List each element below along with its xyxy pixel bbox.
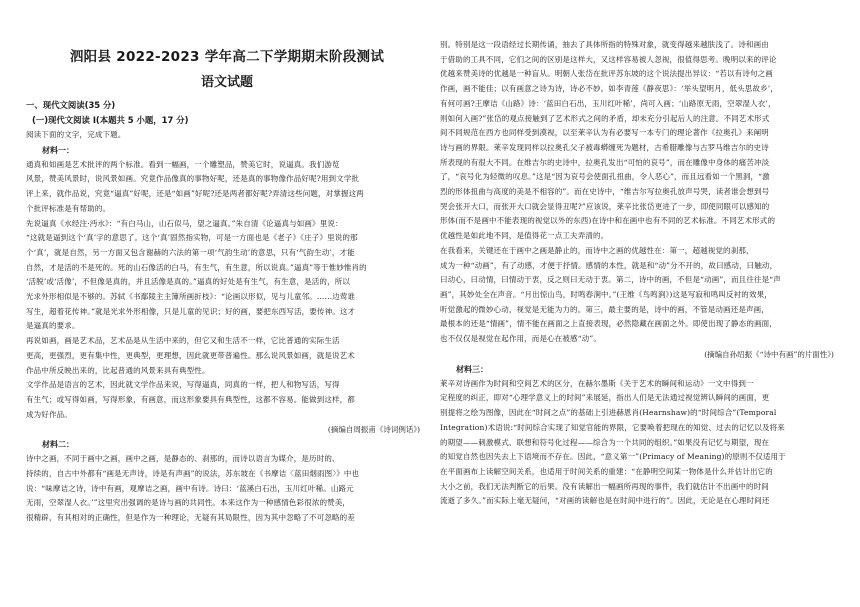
subsection-heading: (一)现代文阅读 I(本题共 5 小题，17 分) xyxy=(32,115,189,125)
text-line: Integration)术语说:“时间综合实现了知觉官能的界限，它要唤着把现在的知觉、过去的记忆以及将来 xyxy=(440,422,785,432)
text-line: 间不同规范在西方也同样受到漠视，以至莱辛认为有必要写一本专门的理论著作《拉奥孔》来阐明 xyxy=(440,128,769,138)
text-line: 的知觉自然也因失去上下语境而不存在。因此，“意义第一”(Primacy of Meaning)的原则不仅适用于 xyxy=(440,452,786,462)
text-line: 别。特别是这一段语经过长期传诵，抽去了具体所指的特殊对象，就变得越来越肤浅了。诗和画由 xyxy=(440,40,769,49)
text-line: 也不仅仅是视觉在起作用，而是心在被感“动”。 xyxy=(440,334,601,344)
text-line: 个批评标准是有帮助的。 xyxy=(26,203,111,213)
text-line: 哭会张开大口，而张开大口就会显得丑呢?”应该说，莱辛比张岱更进了一步，即使同眼可以感知的 xyxy=(440,201,770,211)
text-line: 大小之前，我们无法判断它的后果。没有读解出一幅画所再现的事件，我们就估计不出画中的时间 xyxy=(440,481,769,491)
text-line: 成为好作品。 xyxy=(26,409,72,419)
text-line: 先说逼真《水经注·沔水》：“有白马山，山石似马，望之逼真。”朱自清《论逼真与如画》里说： xyxy=(26,218,343,228)
material-2-body xyxy=(26,452,428,526)
text-line: 则如何入画?”张岱的观点接触到了艺术形式之间的矛盾，却未充分引起后人的注意。不同艺术形式 xyxy=(440,113,770,123)
text-line: 了，“哀号化为轻微的叹息。”这是“因为哀号会使面孔扭曲，令人恶心”，而且远看如一个黑洞，“激 xyxy=(440,172,770,182)
instruction-text: 阅读下面的文字，完成下题。 xyxy=(26,130,126,139)
text-line: 个‘真’，就是自然，另一方面又包含谢赫的六法的第一项‘气韵生动’的意思，只有‘气韵生动’，才能 xyxy=(26,247,355,257)
text-line: 写生，超着花传神。”就是光求外形相像，只是儿童的见识；好的画，要把东西写活，要传神。这才 xyxy=(26,306,356,316)
material-1-source: (摘编自周振甫《诗词例话》) xyxy=(327,425,420,435)
right-column xyxy=(440,38,842,509)
text-line: 评上来，就作品说，究竟“逼真”好呢，还是“如画”好呢?还是两者都好呢?弄清这些问题，对掌握这两 xyxy=(26,189,364,199)
text-line: 风景，赞美风景时，说风景如画。究竟作品像真的事物好呢，还是真的事物像作品好呢?用到文学批 xyxy=(26,174,360,184)
text-line: 光求外形相似是不够的。苏轼《书鄢陵主主簿所画折枝》：“论画以形似，见与儿童邻。……边莺谁 xyxy=(26,292,356,302)
material-3-label: 材料三： xyxy=(456,364,488,374)
exam-subtitle: 语文试题 xyxy=(200,75,253,90)
text-line: ‘活脱’或‘活像’，不但像是真的，并且活像是真的。”逼真的好处是有生气，有生意，是活的，所以 xyxy=(26,277,351,287)
text-line: 文学作品是语言的艺术，因此就文学作品来说，写得逼真，同真的一样，把人和物写活，写得 xyxy=(26,380,340,390)
text-line: 优越性是如此地不同，是值得花一点工夫弄清的。 xyxy=(440,231,609,241)
text-line: 很精辟，有其相对的正确性，但是作为一种理论，无疑有其局限性，因为其中忽略了不可忽略的差 xyxy=(26,513,355,523)
text-line: 持续的，自古中外都有“画是无声诗，诗是有声画”的说法，苏东坡在《书摩诘〈蓝田烟雨图〉》中也 xyxy=(26,469,360,479)
text-line: 自然，才是活的不是死的。死的山石像活的白马，有生气，有生意，所以说真。”逼真”等于惟妙惟肖的 xyxy=(26,262,367,272)
left-column xyxy=(26,38,428,526)
text-line: 的期望——刺激模式、联想和符号化过程——综合为一个共同的组织。”如果没有记忆与期望，现在 xyxy=(440,437,770,447)
text-line: 别提将之绘为图像，因此在“时间之点”的基础上引进赫恩肖(Hearnshaw)的“时间综合”(Temporal xyxy=(440,408,777,418)
text-line: 在平面画布上读解空间关系，也适用于时间关系的重建：“在静明空间某一物体是什么并估计出它的 xyxy=(440,466,773,476)
text-line: 成为一种“动画”，有了动感，才便于抒情。感情的本性，就是和“动”分不开的，故曰感动，曰触动， xyxy=(440,260,778,270)
text-line: 听觉激起的微妙心动，视觉是无能为力的。第三，最主要的是，诗中的画，不管是动画还是声画， xyxy=(440,304,769,314)
text-line: “这就是逼到这个‘真’字的意思了。这个‘真’固然指实物，可是一方面也是《老子》《庄子》里说的那 xyxy=(26,233,358,243)
text-line: 无雨，空翠湿人衣。’”这里究出强调的是诗与画的共同性。本来这作为一种感情色彩很浓的赞美， xyxy=(26,498,351,508)
material-3-body xyxy=(440,377,842,509)
text-line: 诗与画的界限。莱辛发现同样以拉奥孔父子被毒蟒缠死为题材，古希腊雕像与古罗马维吉尔的史诗 xyxy=(440,142,769,152)
text-line: 通真和如画是艺术批评的两个标准。看到一幅画，一个雕塑品，赞美它时，说逼真。我们游览 xyxy=(26,159,340,169)
text-line: 在我看来，关键还在于画中之画是静止的，而诗中之画的优越性在：第一，超越视觉的刹那， xyxy=(440,245,754,255)
text-line: 莱辛对诗画作为时间和空间艺术的区分，在赫尔墨斯《关于艺术的瞬间和运动》一文中得到一 xyxy=(440,378,754,388)
text-line: 曰动心，曰动情，曰情动于衷，反之则曰无动于衷。第二，诗中的画，不但是“动画”，而且往往是“声 xyxy=(440,275,781,285)
text-line: 作画，画不能佳；以有画意之诗为诗，诗必不妙。如李青莲《静夜思》：‘举头望明月，低头思故乡’， xyxy=(440,84,778,94)
text-line: 作品中所反映出来的，比起普通的风景来具有典型性。 xyxy=(26,365,210,375)
text-line: 烈的形体扭曲与高度的美是不相容的”。而在史诗中，“维吉尔写拉奥孔放声号哭，读者谁会想到号 xyxy=(440,187,770,197)
material-2-label: 材料二： xyxy=(42,440,74,450)
material-1-label: 材料一： xyxy=(42,145,74,155)
exam-title: 泗阳县 2022-2023 学年高二下学期期末阶段测试 xyxy=(69,49,385,65)
text-line: 优越来赞美诗的优越是一种盲从。明朝人张岱在批评苏东坡的这个说法提出异议：“若以有诗句之画 xyxy=(440,69,773,79)
material-2-body-continued xyxy=(440,38,842,347)
material-1-body xyxy=(26,158,428,423)
text-line: 诗中之画，不同于画中之画，画中之画，是静态的、刹那的，而诗以语言为媒介，是历时的、 xyxy=(26,454,340,464)
text-line: 再说如画，画是艺术品，艺术品是从生活中来的，但它又和生活不一样，它比普通的实际生活 xyxy=(26,336,340,346)
text-line: 流逝了多久。”而实际上毫无疑问，“对画的读解也是在时间中进行的”。因此，无论是在心理时间还 xyxy=(440,496,770,506)
text-line: 是逼真的要求。 xyxy=(26,321,80,331)
text-line: 更高，更强烈，更有集中性，更典型，更理想，因此就更带普遍性。那么说风景如画，就是说艺术 xyxy=(26,350,355,360)
text-line: 画”，其妙处全在声音。“月出惊山鸟，时鸣春涧中。”(王维《鸟鸣涧》)这是写寂和鸣叫反衬的效果， xyxy=(440,289,772,299)
material-2-source: (摘编自孙绍振《“诗中有画”的片面性》) xyxy=(704,349,834,359)
text-line: 有何可画?王摩诘《山路》诗：‘蓝田白石出，玉川红叶稀’，尚可入画；‘山路原无雨，空翠湿人衣’， xyxy=(440,98,776,108)
text-line: 形体(而不是画中不能表现的视觉以外的东西)在诗中和在画中也有不同的艺术标准。不同艺术形式的 xyxy=(440,216,776,226)
text-line: 所表现的有很大不同。在维吉尔的史诗中，拉奥孔发出“可怕的哀号”，而在雕像中身体的痛苦冲淡 xyxy=(440,157,770,167)
text-line: 于借助的工具不同，它们之间的区别是这样大，又这样容易被人忽视，很值得思考。晚明以来的评论 xyxy=(440,54,777,64)
text-line: 有生气；或写得如画，写得形象，有画意，而这形象要具有典型性，这都不容易。能做到这样，都 xyxy=(26,394,355,404)
section-heading: 一、现代文阅读(35 分) xyxy=(26,100,116,110)
text-line: 最根本的还是“情画”，情不能在画面之上直接表现，必然隐藏在画面之外。即使出现了静态的画面， xyxy=(440,319,777,329)
text-line: 定程度的纠正，即对“心理学意义上的时间”来展延，指出人们是无法通过视觉辨认瞬间的画面，更 xyxy=(440,393,770,403)
text-line: 说：“味摩诘之诗，诗中有画，观摩诘之画，画中有诗。诗曰：‘蓝溪白石出，玉川红叶稀。山路元 xyxy=(26,483,354,493)
